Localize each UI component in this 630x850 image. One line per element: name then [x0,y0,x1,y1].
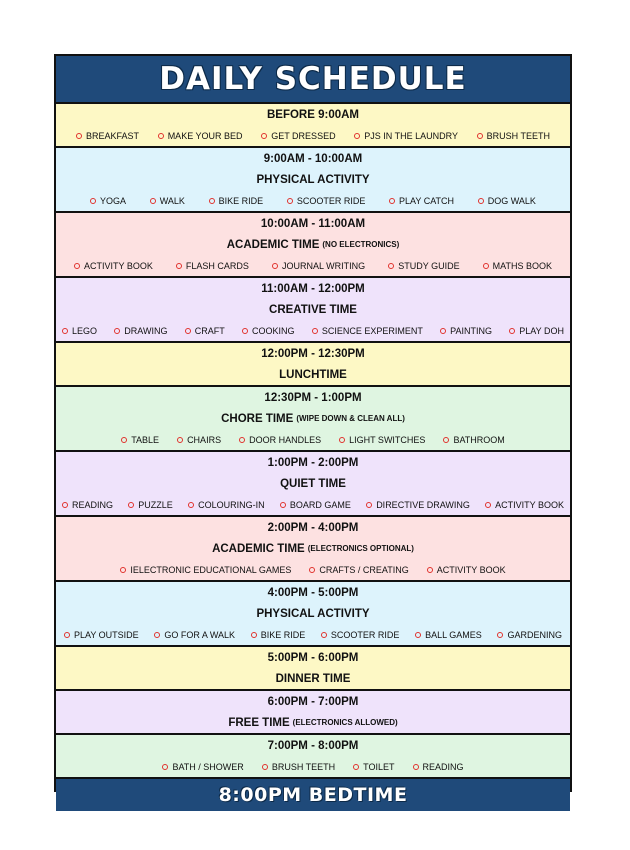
bullet-circle-icon [354,133,360,139]
activity-item [114,326,167,336]
activity-item-label: ACTIVITY BOOK [84,260,153,271]
time-range: 5:00PM - 6:00PM [267,651,359,664]
schedule-blocks [56,104,570,779]
activity-item-label: LEGO [72,325,98,336]
activity-item [185,326,225,336]
bullet-circle-icon [62,502,68,508]
activity-item-label: BIKE RIDE [218,195,264,206]
activity-item-label: PLAY DOH [519,325,564,336]
activity-list [56,494,570,515]
activity-title-text: ACADEMIC TIME [212,542,305,555]
activity-item [483,261,552,271]
bullet-circle-icon [251,632,257,638]
schedule-block [56,213,570,278]
activity-list [56,624,570,645]
activity-item [309,565,408,575]
title-banner [56,56,570,104]
bullet-circle-icon [477,133,483,139]
activity-item-label: STUDY GUIDE [398,260,460,271]
activity-title-text: CHORE TIME [221,412,294,425]
time-range: 2:00PM - 4:00PM [267,521,359,534]
activity-item [188,500,265,510]
activity-item [321,630,400,640]
activity-item [239,435,321,445]
bullet-circle-icon [261,133,267,139]
activity-item [280,500,351,510]
activity-item [339,435,425,445]
bullet-circle-icon [90,198,96,204]
bullet-circle-icon [177,437,183,443]
activity-item-label: GARDENING [507,629,562,640]
schedule-block [56,104,570,148]
activity-item-label: PLAY CATCH [399,195,455,206]
activity-list [56,255,570,276]
activity-item-label: COOKING [252,325,295,336]
bullet-circle-icon [239,437,245,443]
activity-item [509,326,564,336]
bullet-circle-icon [188,502,194,508]
schedule-block [56,647,570,691]
activity-item-label: GET DRESSED [271,130,336,141]
activity-item [74,261,153,271]
activity-item-label: TABLE [131,434,160,445]
activity-title [56,712,570,733]
activity-item-label: PAINTING [450,325,492,336]
time-range: 6:00PM - 7:00PM [267,695,359,708]
bullet-circle-icon [280,502,286,508]
activity-item-label: GO FOR A WALK [164,629,236,640]
bullet-circle-icon [120,567,126,573]
page-title: DAILY SCHEDULE [159,61,467,97]
bullet-circle-icon [339,437,345,443]
time-range: 1:00PM - 2:00PM [267,456,359,469]
activity-item [312,326,423,336]
activity-title [56,299,570,320]
activity-title-text: CREATIVE TIME [269,303,357,316]
bullet-circle-icon [389,198,395,204]
time-range: 11:00AM - 12:00PM [261,282,365,295]
activity-item-label: ACTIVITY BOOK [495,499,564,510]
activity-item [120,565,291,575]
activity-item-label: MAKE YOUR BED [167,130,243,141]
activity-item-label: BOARD GAME [289,499,351,510]
activity-item-label: BRUSH TEETH [486,130,550,141]
activity-item-label: BRUSH TEETH [271,761,336,772]
activity-list [56,756,570,777]
time-range: 9:00AM - 10:00AM [263,152,363,165]
schedule-block [56,148,570,213]
bullet-circle-icon [443,437,449,443]
activity-item [62,500,113,510]
schedule-block [56,691,570,735]
activity-item [485,500,564,510]
activity-item [261,131,335,141]
bullet-circle-icon [427,567,433,573]
activity-item [90,196,126,206]
activity-item-label: FLASH CARDS [185,260,249,271]
activity-item-label: LIGHT SWITCHES [349,434,426,445]
activity-note: (NO ELECTRONICS) [322,240,400,249]
bedtime-label: 8:00PM BEDTIME [218,784,408,806]
bullet-circle-icon [321,632,327,638]
activity-item [251,630,306,640]
activity-item [121,435,159,445]
activity-list [56,559,570,580]
activity-item-label: BIKE RIDE [260,629,306,640]
bullet-circle-icon [483,263,489,269]
activity-item [76,131,139,141]
activity-item [477,131,550,141]
activity-item-label: CRAFTS / CREATING [319,564,409,575]
time-range: 4:00PM - 5:00PM [267,586,359,599]
activity-item [353,762,394,772]
activity-item [158,131,243,141]
activity-title-text: LUNCHTIME [279,368,347,381]
activity-item [262,762,335,772]
bullet-circle-icon [154,632,160,638]
activity-item [272,261,365,271]
bullet-circle-icon [312,328,318,334]
activity-item-label: DOOR HANDLES [249,434,322,445]
activity-item [443,435,504,445]
bullet-circle-icon [114,328,120,334]
activity-item-label: ACTIVITY BOOK [436,564,506,575]
activity-item-label: BREAKFAST [86,130,140,141]
activity-title [56,668,570,689]
bullet-circle-icon [309,567,315,573]
bullet-circle-icon [150,198,156,204]
activity-item [128,500,173,510]
schedule-block [56,278,570,343]
activity-item [176,261,249,271]
bullet-circle-icon [121,437,127,443]
time-range: BEFORE 9:00AM [266,108,360,121]
activity-note: (ELECTRONICS ALLOWED) [292,718,398,727]
bullet-circle-icon [185,328,191,334]
bullet-circle-icon [242,328,248,334]
activity-item [427,565,506,575]
time-range: 7:00PM - 8:00PM [267,739,359,752]
activity-item [162,762,243,772]
activity-item-label: DOG WALK [487,195,536,206]
activity-item [62,326,97,336]
activity-item-label: MATHS BOOK [492,260,552,271]
bullet-circle-icon [76,133,82,139]
activity-item [415,630,482,640]
bullet-circle-icon [413,764,419,770]
bullet-circle-icon [388,263,394,269]
time-range: 12:30PM - 1:00PM [264,391,362,404]
activity-list [56,429,570,450]
bullet-circle-icon [272,263,278,269]
schedule-block [56,582,570,647]
activity-item-label: READING [72,499,114,510]
bullet-circle-icon [64,632,70,638]
activity-title-text: PHYSICAL ACTIVITY [256,173,370,186]
activity-note: (WIPE DOWN & CLEAN ALL) [296,414,405,423]
activity-item [287,196,366,206]
activity-item [389,196,454,206]
activity-item-label: DIRECTIVE DRAWING [376,499,470,510]
schedule-block [56,735,570,779]
schedule-block [56,517,570,582]
time-range: 12:00PM - 12:30PM [261,347,365,360]
activity-item-label: PJS IN THE LAUNDRY [364,130,458,141]
schedule-block [56,343,570,387]
activity-title [56,538,570,559]
activity-item-label: WALK [159,195,185,206]
activity-title [56,473,570,494]
activity-title [56,408,570,429]
activity-item-label: SCOOTER RIDE [296,195,366,206]
activity-list [56,190,570,211]
bullet-circle-icon [162,764,168,770]
bullet-circle-icon [62,328,68,334]
activity-item-label: SCOOTER RIDE [330,629,400,640]
schedule-block [56,452,570,517]
activity-title [56,364,570,385]
activity-item-label: JOURNAL WRITING [282,260,366,271]
bullet-circle-icon [262,764,268,770]
bullet-circle-icon [209,198,215,204]
activity-item-label: IELECTRONIC EDUCATIONAL GAMES [130,564,292,575]
activity-item [413,762,464,772]
bedtime-banner [56,779,570,811]
activity-item-label: READING [422,761,464,772]
activity-note: (ELECTRONICS OPTIONAL) [307,544,414,553]
bullet-circle-icon [287,198,293,204]
activity-item [154,630,235,640]
schedule-block [56,387,570,452]
activity-item [177,435,221,445]
activity-item [209,196,264,206]
activity-item-label: CHAIRS [187,434,222,445]
activity-item-label: PLAY OUTSIDE [74,629,139,640]
bullet-circle-icon [509,328,515,334]
activity-item [354,131,458,141]
activity-title-text: FREE TIME [228,716,290,729]
activity-title-text: DINNER TIME [275,672,351,685]
activity-item-label: PUZZLE [138,499,173,510]
activity-title [56,169,570,190]
activity-title [56,234,570,255]
activity-item [478,196,536,206]
activity-title-text: QUIET TIME [280,477,346,490]
activity-item [64,630,139,640]
bullet-circle-icon [485,502,491,508]
bullet-circle-icon [366,502,372,508]
activity-item [388,261,459,271]
activity-title-text: PHYSICAL ACTIVITY [256,607,370,620]
activity-item-label: YOGA [100,195,127,206]
bullet-circle-icon [74,263,80,269]
schedule-sheet [54,54,572,806]
activity-list [56,125,570,146]
activity-item-label: BATH / SHOWER [172,761,244,772]
activity-item-label: BALL GAMES [425,629,482,640]
bullet-circle-icon [497,632,503,638]
time-range: 10:00AM - 11:00AM [260,217,366,230]
activity-item-label: SCIENCE EXPERIMENT [321,325,423,336]
bullet-circle-icon [158,133,164,139]
bullet-circle-icon [415,632,421,638]
bullet-circle-icon [176,263,182,269]
activity-item-label: BATHROOM [453,434,505,445]
activity-item [242,326,295,336]
activity-item [366,500,470,510]
activity-title-text: ACADEMIC TIME [226,238,320,251]
activity-item [497,630,562,640]
activity-item-label: TOILET [363,761,395,772]
activity-item-label: CRAFT [194,325,225,336]
bullet-circle-icon [353,764,359,770]
bullet-circle-icon [440,328,446,334]
activity-item-label: COLOURING-IN [198,499,265,510]
activity-item [150,196,185,206]
activity-item-label: DRAWING [124,325,168,336]
bullet-circle-icon [478,198,484,204]
activity-list [56,320,570,341]
activity-item [440,326,492,336]
activity-title [56,603,570,624]
bullet-circle-icon [128,502,134,508]
